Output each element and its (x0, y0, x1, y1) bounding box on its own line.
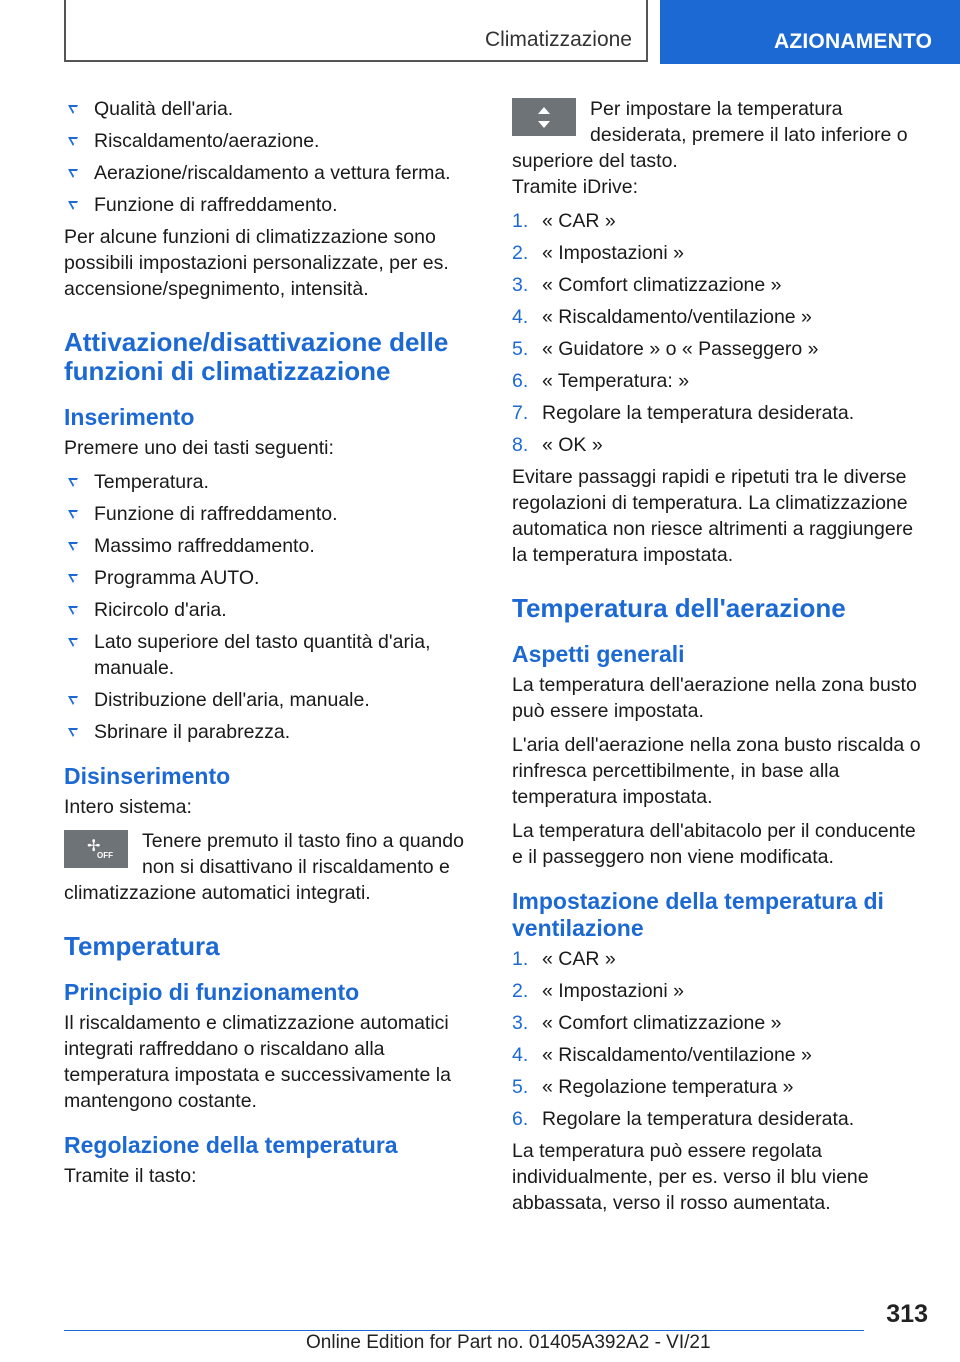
heading-regulation: Regolazione della temperatura (64, 1132, 398, 1158)
arrow-up-icon (538, 107, 550, 114)
heading-switch-on: Inserimento (64, 404, 195, 430)
step-text: « OK » (542, 434, 603, 456)
step-text: Regolare la temperatura desiderata. (542, 1108, 855, 1130)
left-column (64, 96, 478, 1197)
heading-vent-temperature: Temperatura dell'aerazione (512, 593, 846, 623)
right-column (512, 96, 926, 1224)
list-item (512, 272, 926, 298)
off-button-text: Tenere premuto il tasto fino a quando non si disattivano il riscaldamento e climatizzazione automatici integrati. (64, 830, 464, 904)
switch-on-bullet-list (64, 469, 478, 745)
general-paragraph-3: La temperatura dell'abitacolo per il conducente e il passeggero non viene modificata. (512, 820, 916, 868)
list-item: Temperatura. (64, 469, 478, 495)
edition-footer: Online Edition for Part no. 01405A392A2 - VI/21 (306, 1332, 711, 1353)
heading-vent-setting: Impostazione della temperatura di ventilazione (512, 888, 884, 941)
heading-principle: Principio di funzionamento (64, 979, 360, 1005)
section-title: Climatizzazione (484, 28, 632, 51)
list-item (512, 336, 926, 362)
list-item (512, 208, 926, 234)
list-item (512, 432, 926, 458)
step-number: 7. (512, 402, 529, 424)
list-item: Lato superiore del tasto quantità d'aria, manuale. (64, 629, 478, 681)
temp-button-text: Per impostare la temperatura desiderata, premere il lato inferiore o superiore del tasto. (512, 98, 908, 172)
step-number: 4. (512, 1044, 529, 1066)
warning-paragraph: Evitare passaggi rapidi e ripetuti tra le diverse regolazioni di temperatura. La climatizzazione automatica non riesce altrimenti a raggiungere la temperatura impostata. (512, 466, 914, 566)
chapter-tab: AZIONAMENTO (660, 0, 960, 64)
heading-activation: Attivazione/disattivazione delle funzioni di climatizzazione (64, 327, 449, 386)
step-text: « CAR » (542, 948, 616, 970)
step-number: 6. (512, 370, 529, 392)
intro-paragraph: Per alcune funzioni di climatizzazione sono possibili impostazioni personalizzate, per es. accensione/spegnimento, intensità. (64, 226, 449, 300)
list-item: Ricircolo d'aria. (64, 597, 478, 623)
step-number: 1. (512, 210, 529, 232)
page-number: 313 (886, 1300, 928, 1328)
list-item: Programma AUTO. (64, 565, 478, 591)
fan-off-button-icon (64, 830, 128, 868)
off-button-description (64, 828, 478, 906)
heading-general: Aspetti generali (512, 641, 685, 667)
list-item: Massimo raffreddamento. (64, 533, 478, 559)
idrive-steps-list (512, 208, 926, 458)
general-paragraph-1: La temperatura dell'aerazione nella zona busto può essere impostata. (512, 674, 917, 722)
list-item (512, 240, 926, 266)
list-item: Funzione di raffreddamento. (64, 501, 478, 527)
step-text: « Impostazioni » (542, 980, 684, 1002)
footer-divider (64, 1330, 864, 1331)
principle-paragraph: Il riscaldamento e climatizzazione automatici integrati raffreddano o riscaldano alla temperatura impostata e successivamente la mantengono costante. (64, 1012, 451, 1112)
step-text: « Impostazioni » (542, 242, 684, 264)
step-text: « Comfort climatizzazione » (542, 1012, 782, 1034)
step-text: « Comfort climatizzazione » (542, 274, 782, 296)
step-number: 8. (512, 434, 529, 456)
list-item: Qualità dell'aria. (64, 96, 478, 122)
general-paragraph-2: L'aria dell'aerazione nella zona busto riscalda o rinfresca percettibilmente, in base alla temperatura impostata. (512, 734, 921, 808)
step-number: 4. (512, 306, 529, 328)
fan-icon: ✢ (87, 838, 101, 855)
list-item (512, 1074, 926, 1100)
list-item (512, 1106, 926, 1132)
step-number: 2. (512, 242, 529, 264)
step-number: 5. (512, 338, 529, 360)
list-item (512, 1010, 926, 1036)
switch-off-paragraph: Intero sistema: (64, 796, 192, 818)
step-text: « Riscaldamento/ventilazione » (542, 306, 812, 328)
list-item: Sbrinare il parabrezza. (64, 719, 478, 745)
list-item: Riscaldamento/aerazione. (64, 128, 478, 154)
header-section-box (64, 0, 648, 62)
regulation-paragraph: Tramite il tasto: (64, 1165, 197, 1187)
list-item: Aerazione/riscaldamento a vettura ferma. (64, 160, 478, 186)
step-number: 5. (512, 1076, 529, 1098)
step-number: 3. (512, 274, 529, 296)
step-number: 6. (512, 1108, 529, 1130)
step-number: 2. (512, 980, 529, 1002)
step-number: 1. (512, 948, 529, 970)
list-item (512, 368, 926, 394)
list-item: Funzione di raffreddamento. (64, 192, 478, 218)
off-icon-label: OFF (97, 851, 113, 860)
idrive-paragraph: Tramite iDrive: (512, 176, 639, 198)
step-text: « Temperatura: » (542, 370, 690, 392)
step-text: « Riscaldamento/ventilazione » (542, 1044, 812, 1066)
switch-on-paragraph: Premere uno dei tasti seguenti: (64, 437, 334, 459)
step-text: « CAR » (542, 210, 616, 232)
list-item: Distribuzione dell'aria, manuale. (64, 687, 478, 713)
heading-switch-off: Disinserimento (64, 763, 231, 789)
step-number: 3. (512, 1012, 529, 1034)
list-item (512, 978, 926, 1004)
page-header (0, 0, 960, 66)
list-item (512, 400, 926, 426)
list-item (512, 946, 926, 972)
vent-steps-list (512, 946, 926, 1132)
list-item (512, 304, 926, 330)
step-text: « Guidatore » o « Passeggero » (542, 338, 819, 360)
intro-bullet-list (64, 96, 478, 218)
temperature-rocker-icon (512, 98, 576, 136)
heading-temperature: Temperatura (64, 931, 220, 961)
temp-button-description (512, 96, 926, 174)
step-text: « Regolazione temperatura » (542, 1076, 794, 1098)
final-paragraph: La temperatura può essere regolata individualmente, per es. verso il blu viene abbassata, verso il rosso aumentata. (512, 1140, 869, 1214)
step-text: Regolare la temperatura desiderata. (542, 402, 855, 424)
arrow-down-icon (538, 121, 550, 128)
list-item (512, 1042, 926, 1068)
